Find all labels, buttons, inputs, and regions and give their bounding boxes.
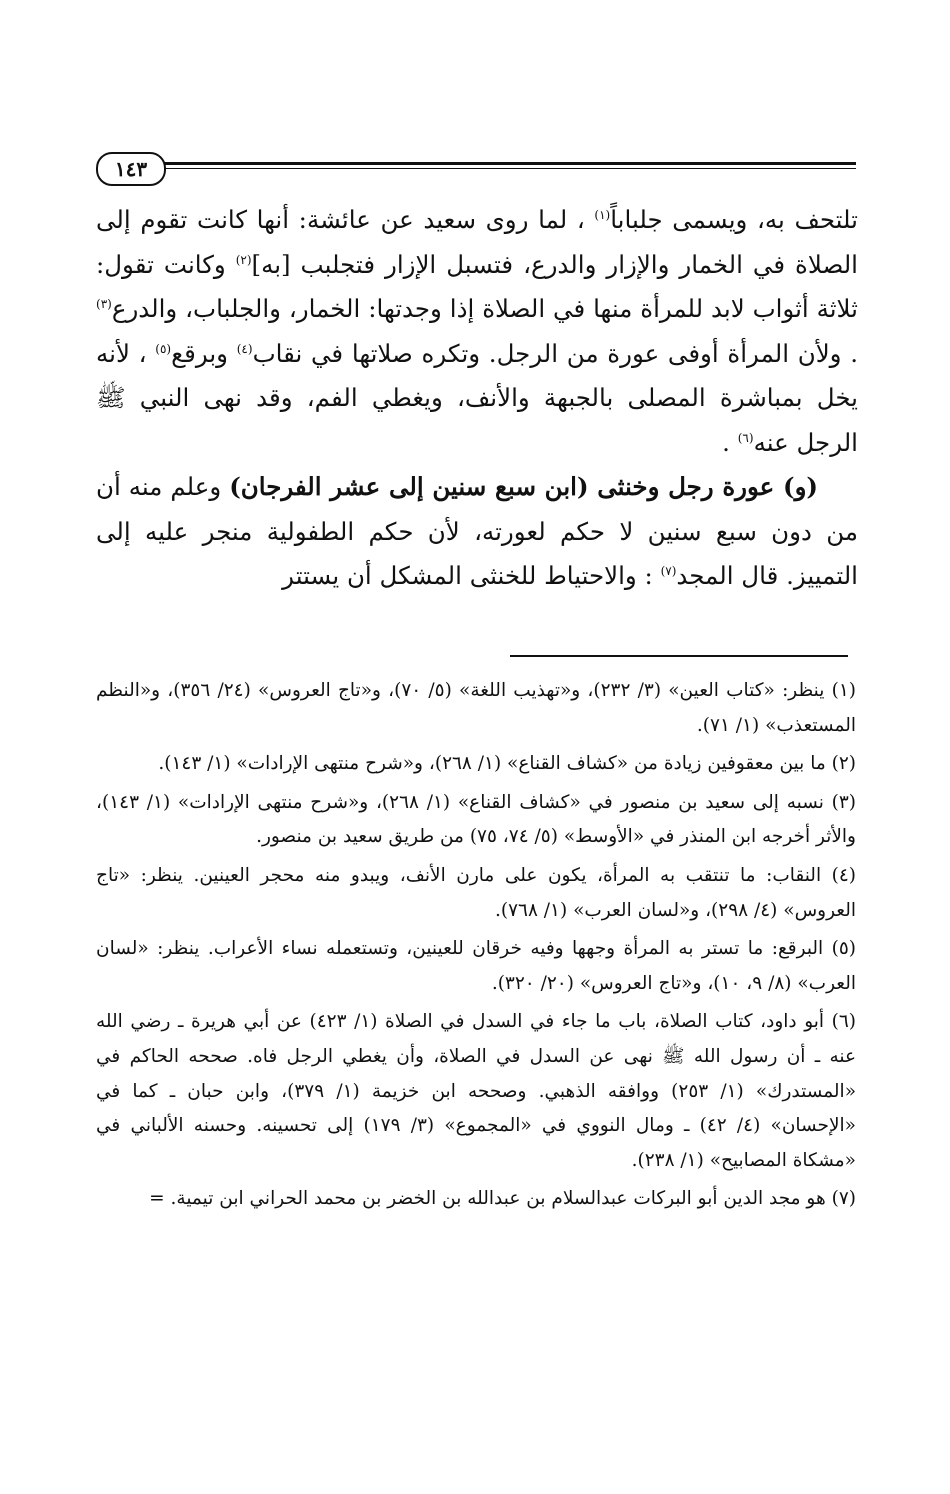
footnote-ref-1[interactable]: (١) — [594, 207, 611, 222]
footnote-2: (٢) ما بين معقوفين زيادة من «كشاف القناع» (١/ ٢٦٨)، و«شرح منتهى الإرادات» (١/ ١٤٣). — [158, 753, 856, 775]
text-segment: . ولأن المرأة أوفى عورة من الرجل. وتكره صلاتها في نقاب — [252, 338, 858, 368]
text-segment: وعلم منه أن من دون سبع سنين لا حكم لعورته، لأن حكم الطفولية منجر عليه إلى التمييز. قال المجد — [96, 472, 858, 590]
footnote-ref-3[interactable]: (٣) — [96, 296, 112, 311]
footnote-7: (٧) هو مجد الدين أبو البركات عبدالسلام بن عبدالله بن الخضر بن محمد الحراني ابن تيمية. = — [149, 1188, 856, 1210]
matn-text: (و) عورة رجل وخنثى (ابن سبع سنين إلى عشر الفرجان) — [229, 472, 818, 501]
text-segment: وكانت تقول: ثلاثة أثواب لابد للمرأة منها في الصلاة إذا وجدتها: الخمار، والجلباب، والدرع — [96, 249, 858, 323]
text-segment: . — [722, 427, 738, 457]
text-segment: وبرقع — [171, 338, 237, 368]
footnote-separator — [510, 655, 848, 657]
footnotes — [96, 674, 856, 1221]
main-text — [96, 198, 858, 599]
footnote-ref-4[interactable]: (٤) — [236, 341, 253, 356]
footnote-4: (٤) النقاب: ما تنتقب به المرأة، يكون على مارن الأنف، ويبدو منه محجر العينين. ينظر: «تاج العروس» (٤/ ٢٩٨)، و«لسان العرب» (١/ ٧٦٨). — [96, 864, 856, 921]
text-segment: تلتحف به، ويسمى جلباباً — [610, 205, 858, 234]
footnote-ref-7[interactable]: (٧) — [660, 563, 677, 578]
main-paragraph-2 — [96, 465, 858, 599]
footnote-5: (٥) البرقع: ما تستر به المرأة وجهها وفيه خرقان للعينين، وتستعمله نساء الأعراب. ينظر: «لسان العرب» (٨/ ٩، ١٠)، و«تاج العروس» (٢٠/ ٣٢٠). — [96, 938, 856, 994]
header-rule-thick — [162, 162, 856, 165]
footnote-ref-6[interactable]: (٦) — [737, 430, 754, 445]
main-paragraph-1 — [96, 198, 858, 465]
footnote-1: (١) ينظر: «كتاب العين» (٣/ ٢٣٢)، و«تهذيب اللغة» (٥/ ٧٠)، و«تاج العروس» (٢٤/ ٣٥٦)، و«النظم المستعذب» (١/ ٧١). — [96, 680, 856, 736]
text-segment: ، لأنه يخل بمباشرة المصلى بالجبهة والأنف، ويغطي الفم، وقد نهى النبي ﷺ الرجل عنه — [96, 338, 858, 457]
footnote-6: (٦) أبو داود، كتاب الصلاة، باب ما جاء في السدل في الصلاة (١/ ٤٢٣) عن أبي هريرة ـ رضي الله عنه ـ أن رسول الله ﷺ نهى عن السدل في الصلاة، وأن يغطي الرجل فاه. صححه الحاكم في «المستدرك» (١/ ٢٥٣) ووافقه الذهبي. وصححه ابن خزيمة (١/ ٣٧٩)، وابن حبان ـ كما في «الإحسان» (٤/ ٤٢) ـ ومال النووي في «المجموع» (٣/ ١٧٩) إلى تحسينه. وحسنه الألباني في «مشكاة المصابيح» (١/ ٢٣٨). — [96, 1011, 857, 1171]
footnote-ref-2[interactable]: (٢) — [235, 252, 252, 267]
page-header — [96, 148, 856, 188]
footnote-3: (٣) نسبه إلى سعيد بن منصور في «كشاف القناع» (١/ ٢٦٨)، و«شرح منتهى الإرادات» (١/ ١٤٣)، والأثر أخرجه ابن المنذر في «الأوسط» (٥/ ٧٤، ٧٥) من طريق سعيد بن منصور. — [96, 791, 856, 848]
page-number: ١٤٣ — [96, 152, 166, 186]
text-segment: ، لما روى سعيد عن عائشة: أنها كانت تقوم إلى الصلاة في الخمار والإزار والدرع، فتسبل الإزار فتجلبب [به] — [96, 205, 858, 279]
text-segment: : والاحتياط للخنثى المشكل أن يستتر — [282, 561, 661, 590]
header-rule-thin — [162, 168, 856, 169]
footnote-ref-5[interactable]: (٥) — [155, 341, 172, 356]
